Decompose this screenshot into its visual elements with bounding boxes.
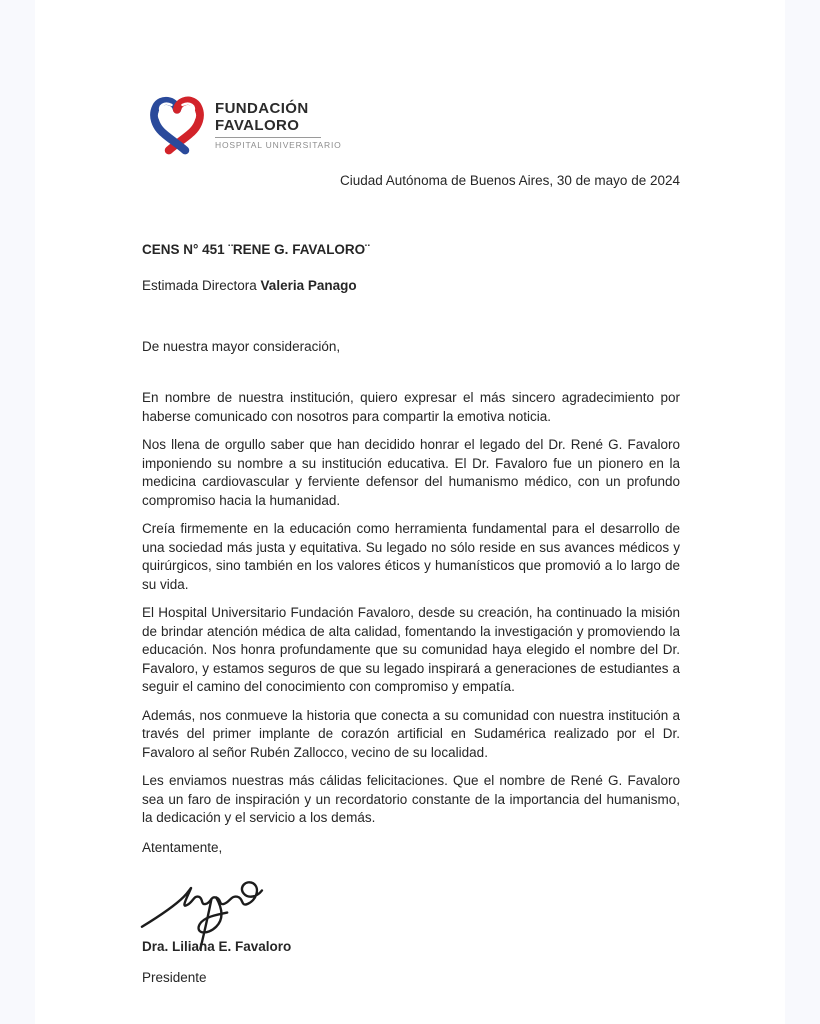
paragraph-1: En nombre de nuestra institución, quiero expresar el más sincero agradecimiento por haberse comunicado con nosotros para compartir la emotiva noticia. [142, 390, 680, 424]
paragraph-5: Además, nos conmueve la historia que conecta a su comunidad con nuestra institución a través del primer implante de corazón artificial en Sudamérica realizado por el Dr. Favaloro al señor Rubén Zallocco, vecino de su localidad. [142, 707, 680, 760]
org-name-line2: FAVALORO [215, 117, 300, 134]
wordmark-divider [215, 137, 321, 138]
letter-page [35, 0, 785, 1024]
org-name-line1: FUNDACIÓN [215, 100, 309, 117]
logo-wordmark [215, 93, 342, 150]
paragraph-3: Creía firmemente en la educación como herramienta fundamental para el desarrollo de una sociedad más justa y equitativa. Su legado no sólo reside en sus avances médicos y quirúrgicos, sino también en los valores éticos y humanísticos que promovió a lo largo de su vida. [142, 521, 680, 592]
letter-body [142, 389, 680, 828]
salutation [142, 276, 680, 295]
signer-title: Presidente [142, 969, 207, 985]
salutation-prefix: Estimada Directora [142, 278, 261, 293]
closing-line: Atentamente, [142, 839, 223, 855]
favaloro-heart-logo [148, 93, 206, 155]
recipient-org: CENS N° 451 ¨RENE G. FAVALORO¨ [142, 242, 370, 257]
org-subtitle: HOSPITAL UNIVERSITARIO [215, 140, 342, 150]
signer-name: Dra. Liliana E. Favaloro [142, 938, 292, 954]
paragraph-6: Les enviamos nuestras más cálidas felicitaciones. Que el nombre de René G. Favaloro sea un faro de inspiración y un recordatorio constante de la importancia del humanismo, la dedicación y el servicio a los demás. [142, 773, 680, 825]
paragraph-4: El Hospital Universitario Fundación Favaloro, desde su creación, ha continuado la misión de brindar atención médica de alta calidad, fomentando la investigación y promoviendo la educación. Nos honra profundamente que su comunidad haya elegido el nombre del Dr. Favaloro, y estamos seguros de que su legado inspirará a generaciones de estudiantes a seguir el camino del conocimiento con compromiso y empatía. [142, 605, 680, 694]
letterhead [148, 93, 680, 155]
salutation-name: Valeria Panago [260, 278, 357, 293]
dateline: Ciudad Autónoma de Buenos Aires, 30 de mayo de 2024 [340, 173, 680, 188]
greeting-line: De nuestra mayor consideración, [142, 339, 341, 354]
paragraph-2: Nos llena de orgullo saber que han decidido honrar el legado del Dr. René G. Favaloro imponiendo su nombre a su institución educativa. El Dr. Favaloro fue un pionero en la medicina cardiovascular y ferviente defensor del humanismo médico, con un profundo compromiso hacia la humanidad. [142, 437, 680, 508]
